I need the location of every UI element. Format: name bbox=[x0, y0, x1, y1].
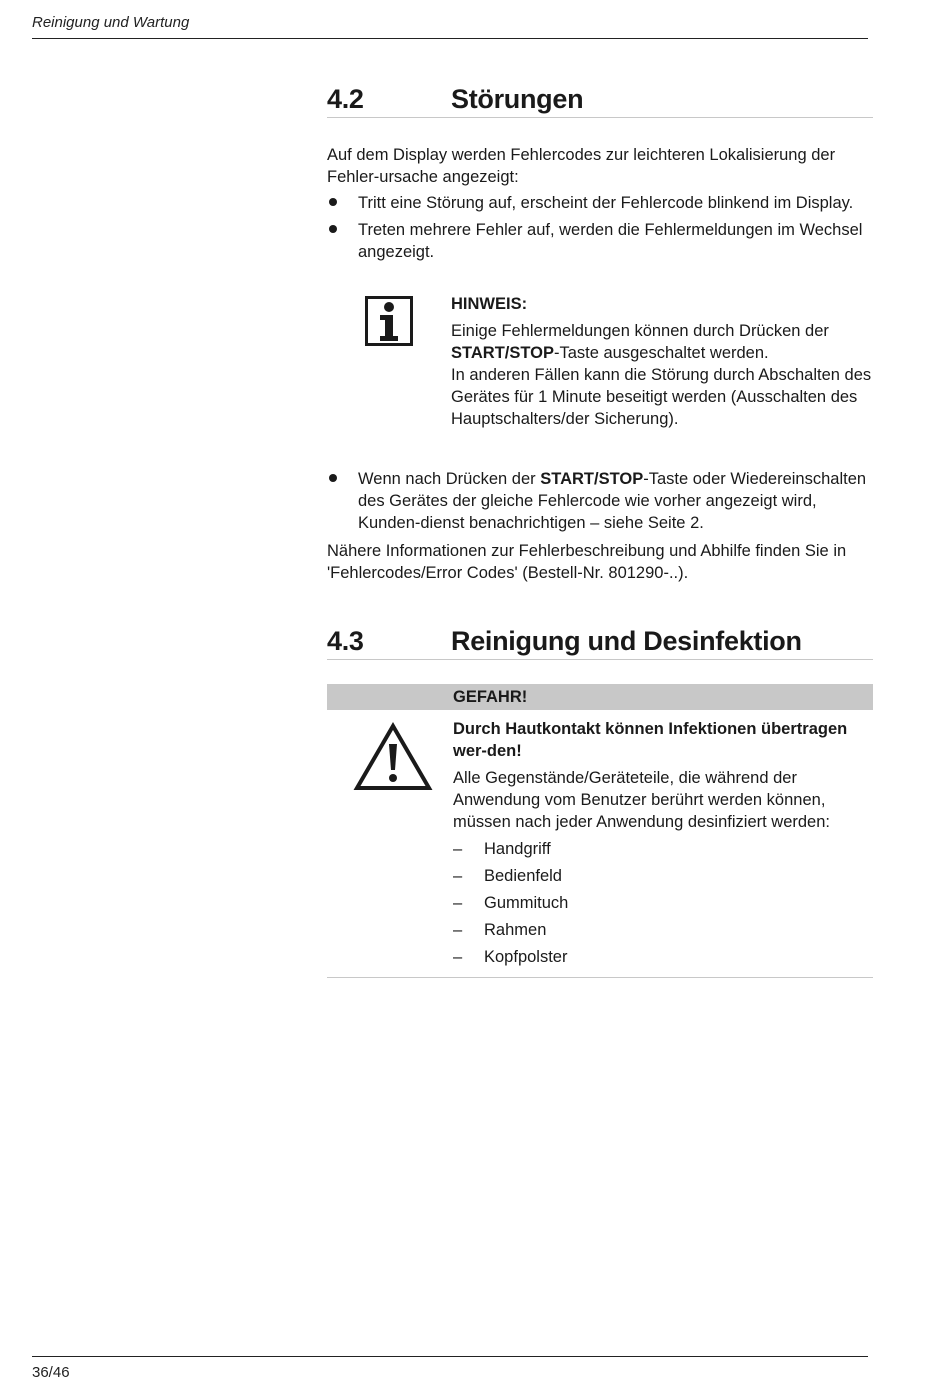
list-item: – Kopfpolster bbox=[453, 948, 568, 966]
list-item: – Gummituch bbox=[453, 894, 569, 912]
page-number: 36/46 bbox=[32, 1364, 70, 1381]
section-title: Reinigung und Desinfektion bbox=[451, 626, 802, 656]
warning-triangle-icon bbox=[353, 722, 433, 792]
section-heading-4-2 bbox=[327, 82, 873, 118]
intro-paragraph: Auf dem Display werden Fehlercodes zur leichteren Lokalisierung der Fehler-ursache angezeigt: bbox=[327, 146, 836, 186]
note-label: HINWEIS: bbox=[451, 295, 528, 313]
note-text-1: Einige Fehlermeldungen können durch Drücken der START/STOP-Taste ausgeschaltet werden. bbox=[451, 322, 829, 362]
bullet-icon bbox=[329, 225, 337, 233]
list-item: Treten mehrere Fehler auf, werden die Fehlermeldungen im Wechsel angezeigt. bbox=[327, 219, 873, 263]
page-content bbox=[327, 82, 873, 978]
section-number: 4.3 bbox=[327, 626, 364, 656]
danger-label: GEFAHR! bbox=[327, 684, 873, 710]
section-title: Störungen bbox=[451, 84, 584, 114]
closing-paragraph: Nähere Informationen zur Fehlerbeschreibung und Abhilfe finden Sie in 'Fehlercodes/Error Codes' (Bestell-Nr. 801290-..). bbox=[327, 542, 847, 582]
list-item: – Rahmen bbox=[453, 921, 547, 939]
bullet-icon bbox=[329, 474, 337, 482]
list-item: – Handgriff bbox=[453, 840, 551, 858]
bullet-icon bbox=[329, 198, 337, 206]
dash-list bbox=[453, 838, 873, 968]
footer-rule bbox=[32, 1356, 868, 1357]
danger-box bbox=[327, 684, 873, 978]
info-icon bbox=[365, 296, 413, 346]
section-heading-4-3 bbox=[327, 624, 873, 660]
bullet-list bbox=[327, 192, 873, 263]
danger-headline: Durch Hautkontakt können Infektionen übertragen wer-den! bbox=[453, 720, 848, 760]
list-item: Wenn nach Drücken der START/STOP-Taste oder Wiedereinschalten des Gerätes der gleiche Fehlercode wie vorher angezeigt wird, Kunden-dienst benachrichtigen – siehe Seite 2. bbox=[327, 468, 873, 534]
header-rule bbox=[32, 38, 868, 39]
note-text-2: In anderen Fällen kann die Störung durch Abschalten des Gerätes für 1 Minute beseitigt werden (Ausschalten des Hauptschalters/der Sicherung). bbox=[451, 366, 872, 428]
note-box bbox=[327, 293, 873, 430]
danger-text: Alle Gegenstände/Geräteteile, die während der Anwendung vom Benutzer berührt werden können, müssen nach jeder Anwendung desinfiziert werden: bbox=[453, 769, 830, 831]
running-header: Reinigung und Wartung bbox=[32, 14, 190, 31]
section-number: 4.2 bbox=[327, 84, 364, 114]
start-stop-key: START/STOP bbox=[540, 470, 644, 488]
list-item: – Bedienfeld bbox=[453, 867, 562, 885]
bullet-list bbox=[327, 468, 873, 534]
start-stop-key: START/STOP bbox=[451, 344, 554, 362]
list-item: Tritt eine Störung auf, erscheint der Fehlercode blinkend im Display. bbox=[327, 192, 873, 214]
